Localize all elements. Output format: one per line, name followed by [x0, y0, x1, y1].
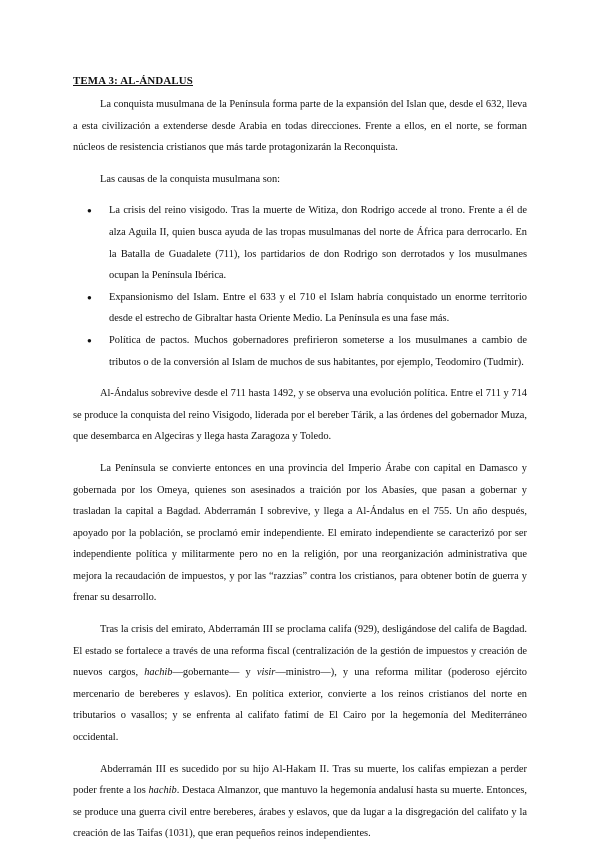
causes-intro: Las causas de la conquista musulmana son:: [100, 173, 281, 185]
list-item: ● Política de pactos. Muchos gobernadores prefirieron someterse a los musulmanes a cambio de tributos o de la conversión al Islam de muchos de sus habitantes, por ejemplo, Teodomiro (Tudmir).: [73, 330, 527, 373]
list-item: ● Expansionismo del Islam. Entre el 633 y el 710 el Islam habría conquistado un enorme territorio desde el estrecho de Gibraltar hasta Oriente Medio. La Península es una fase más.: [73, 287, 527, 330]
decline-text-2: . Destaca Almanzor, que mantuvo la hegemonía andalusí hasta su muerte. Entonces, se produce una guerra civil entre bereberes, árabes y eslavos, que da lugar a la disgregación del califato y la creación de las Taifas (1031), que eran pequeños reinos independientes.: [73, 785, 527, 840]
term-hachib: hachib: [144, 667, 173, 679]
causes-list: [73, 200, 527, 373]
emirate-paragraph: La Península se convierte entonces en una provincia del Imperio Árabe con capital en Damasco y gobernada por los Omeya, quienes son asesinados a traición por los Abasíes, que pasan a gobernar y trasladan la capital a Bagdad. Abderramán I sobrevive, y llega a Al-Ándalus en el 755. Un año después, apoyado por la población, se proclamó emir independiente. El emirato independiente se caracterizó por ser independiente política y militarmente pero no en la religión, por una reorganización administrativa que mejora la recaudación de impuestos, y por las “razzias” contra los cristianos, para obtener botín de guerra y frenar su desarrollo.: [73, 462, 527, 604]
list-item: ● La crisis del reino visigodo. Tras la muerte de Witiza, don Rodrigo accede al trono. Frente a él de alza Aguila II, quien busca ayuda de las tropas musulmanas del norte de África para derrocarlo. En la Batalla de Guadalete (711), los partidarios de don Rodrigo son derrotados y los musulmanes ocupan la Península Ibérica.: [73, 200, 527, 286]
term-visir: visir: [256, 667, 276, 679]
decline-text-1: Abderramán III es sucedido por su hijo Al-Hakam II. Tras su muerte, los califas empiezan a perder poder frente a los: [73, 763, 527, 797]
caliphate-paragraph: [73, 619, 527, 749]
caliphate-text-3: —ministro—), y una reforma militar (poderoso ejército mercenario de bereberes y eslavos). En política exterior, convierte a los reinos cristianos del norte en tributarios o vasallos; y se enfrenta al califato fatimí de El Cairo por la hegemonía del Mediterráneo occidental.: [73, 667, 527, 744]
intro-paragraph: La conquista musulmana de la Península forma parte de la expansión del Islan que, desde el 632, lleva a esta civilización a extenderse desde Arabia en todas direcciones. Frente a ellos, en el norte, se forman núcleos de resistencia cristianos que más tarde protagonizarán la Reconquista.: [73, 99, 527, 154]
page-title: TEMA 3: AL-ÁNDALUS: [73, 75, 193, 87]
evolution-paragraph: Al-Ándalus sobrevive desde el 711 hasta 1492, y se observa una evolución política. Entre el 711 y 714 se produce la conquista del reino Visigodo, liderada por el bereber Tárik, a las órdenes del gobernador Muza, que desembarca en Algeciras y llega hasta Zaragoza y Toledo.: [73, 388, 527, 443]
term-hachib-2: hachib: [148, 785, 177, 797]
document-body: [73, 74, 527, 855]
caliphate-text-1: Tras la crisis del emirato, Abderramán III se proclama califa (929), desligándose del califa de Bagdad. El estado se fortalece a través de una reforma fiscal (centralización de la gestión de impuestos y creación de nuevos cargos,: [73, 624, 527, 679]
decline-paragraph: [73, 759, 527, 845]
caliphate-text-2: —gobernante— y: [172, 667, 257, 679]
